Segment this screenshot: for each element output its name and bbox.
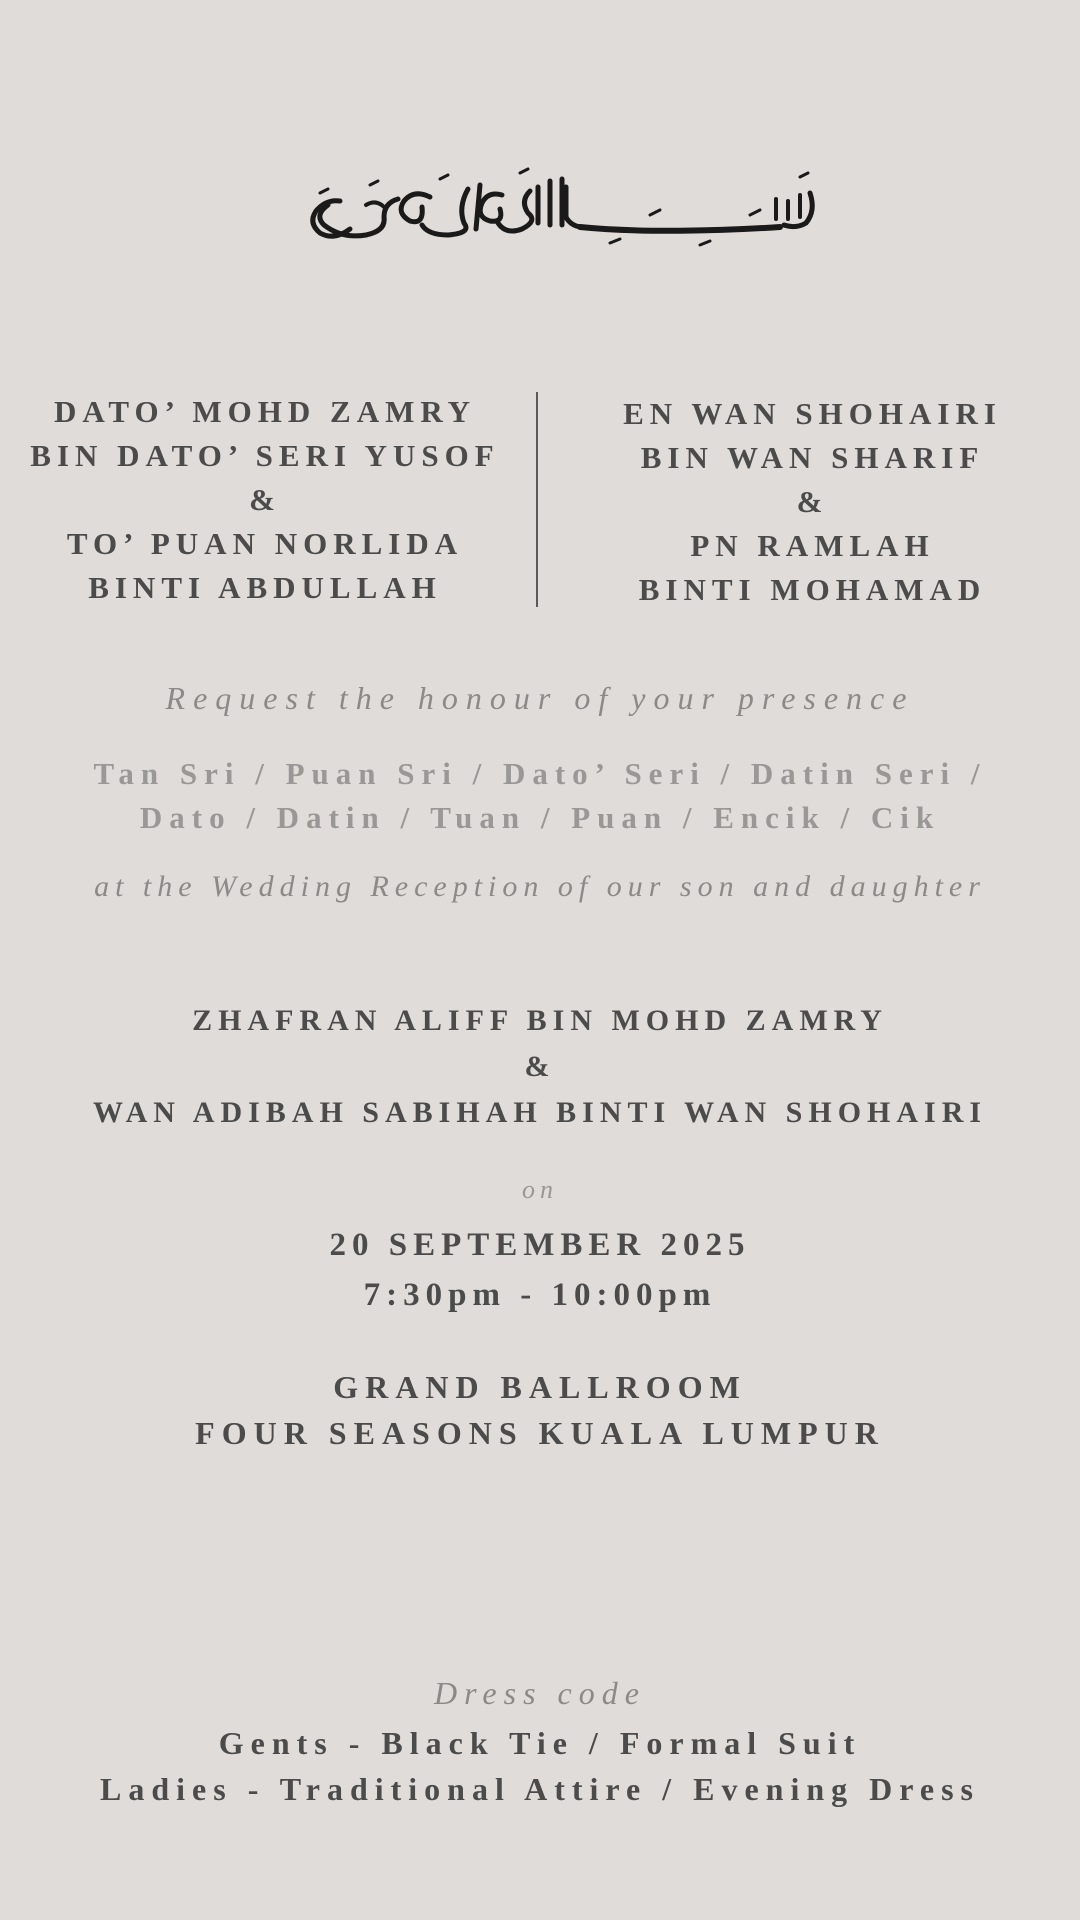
bride-father-name: EN WAN SHOHAIRI [623,396,1002,431]
groom-father-lineage: BIN DATO’ SERI YUSOF [30,438,500,473]
venue-hotel: FOUR SEASONS KUALA LUMPUR [195,1415,885,1451]
request-text: Request the honour of your presence [165,680,915,716]
bismillah-calligraphy-icon [280,155,830,265]
groom-father-name: DATO’ MOHD ZAMRY [53,394,477,429]
groom-parents [0,390,530,610]
bride-parents [545,392,1080,612]
venue-room: GRAND BALLROOM [333,1369,747,1405]
parents-section [0,390,1080,610]
bride-mother-name: PN RAMLAH [690,528,935,563]
parents-divider [536,392,538,607]
event-datetime [0,1220,1080,1320]
dress-code-title: Dress code [434,1675,646,1711]
reception-text: at the Wedding Reception of our son and daughter [94,870,986,903]
on-text: on [522,1175,558,1204]
couple-ampersand: & [524,1050,556,1083]
groom-name: ZHAFRAN ALIFF BIN MOHD ZAMRY [192,1004,888,1037]
bride-father-lineage: BIN WAN SHARIF [640,440,985,475]
dress-code-gents: Gents - Black Tie / Formal Suit [218,1725,862,1761]
bride-name: WAN ADIBAH SABIHAH BINTI WAN SHOHAIRI [92,1096,988,1129]
couple-names [0,998,1080,1136]
groom-mother-lineage: BINTI ABDULLAH [88,570,442,605]
honorific-titles [0,752,1080,840]
dress-code-ladies: Ladies - Traditional Attire / Evening Dress [100,1771,980,1807]
honorific-titles-line-2: Dato / Datin / Tuan / Puan / Encik / Cik [139,800,941,835]
bride-parents-ampersand: & [796,484,829,519]
groom-mother-name: TO’ PUAN NORLIDA [66,526,464,561]
event-time: 7:30pm - 10:00pm [363,1277,717,1313]
event-venue [0,1364,1080,1456]
groom-parents-ampersand: & [249,482,281,517]
bride-mother-lineage: BINTI MOHAMAD [638,572,987,607]
honorific-titles-line-1: Tan Sri / Puan Sri / Dato’ Seri / Datin Seri / [93,756,987,791]
dress-code-details [0,1720,1080,1812]
event-date: 20 SEPTEMBER 2025 [329,1227,751,1263]
